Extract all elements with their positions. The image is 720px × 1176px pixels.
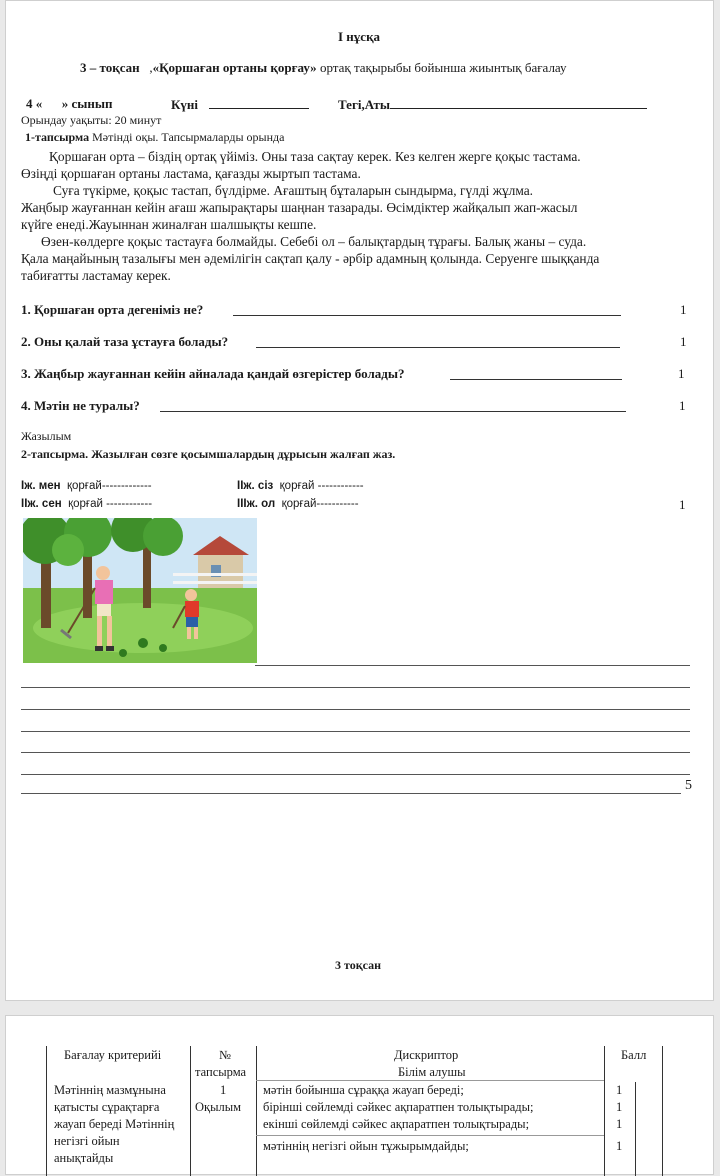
name-blank (390, 96, 647, 109)
task2-title: 2-тапсырма. Жазылған сөзге қосымшалардың дұрысын жалғап жаз. (21, 447, 396, 461)
assessment-topic: 3 – тоқсан ,«Қоршаған ортаны қорғау» ортақ тақырыбы бойынша жиынтық бағалау (80, 60, 567, 75)
class-field: 4 « » сынып (26, 96, 113, 111)
conjugation-item: ІІж. сіз қорғай ------------ (237, 480, 364, 492)
descriptor-row: бірінші сөйлемді сәйкес ақпаратпен толықтырады; (263, 1100, 534, 1114)
answer-line-3[interactable] (450, 379, 622, 380)
header-learner: Білім алушы (398, 1065, 466, 1079)
writing-line[interactable] (21, 793, 681, 794)
text-line: табиғатты ластамау керек. (21, 268, 171, 283)
table-border (256, 1135, 604, 1136)
table-border (662, 1046, 663, 1176)
header-task: тапсырма (195, 1065, 247, 1079)
descriptor-score: 1 (616, 1117, 623, 1131)
question-2-score: 1 (680, 334, 687, 349)
writing-line[interactable] (21, 731, 690, 732)
text-line: Өзен-көлдерге қоқыс тастауға болмайды. Себебі ол – балықтардың тұрағы. Балық жаны – суда. (41, 234, 587, 249)
table-border (604, 1046, 605, 1176)
task2-score: 1 (679, 497, 686, 512)
descriptor-score: 1 (616, 1083, 623, 1097)
question-4-score: 1 (679, 398, 686, 413)
table-border (46, 1046, 47, 1176)
question-2: 2. Оны қалай таза ұстауға болады? (21, 334, 229, 349)
criteria-line: қатысты сұрақтарға (54, 1100, 160, 1114)
task-name: Оқылым (195, 1100, 242, 1114)
text-line: Қала маңайының тазалығы мен әдемілігін сақтап қалу - әрбір адамның қолында. Серуенге шыққанда (21, 251, 600, 266)
writing-line[interactable] (255, 665, 690, 666)
criteria-line: негізгі ойын (54, 1134, 120, 1148)
date-blank (209, 96, 309, 109)
header-score: Балл (621, 1048, 647, 1062)
table-border (256, 1046, 257, 1176)
name-field: Тегі,Аты (338, 96, 647, 113)
criteria-line: Мәтіннің мазмұнына (54, 1083, 166, 1097)
conjugation-item: Іж. мен қорғай------------- (21, 480, 152, 492)
duration-text: Орындау уақыты: 20 минут (21, 113, 162, 127)
descriptor-row: екінші сөйлемді сәйкес ақпаратпен толықтырады; (263, 1117, 530, 1131)
text-line: Суға түкірме, қоқыс тастап, бүлдірме. Ағаштың бұталарын сындырма, гүлді жұлма. (53, 183, 534, 198)
date-field: Күні (171, 96, 309, 113)
descriptor-score: 1 (616, 1100, 623, 1114)
text-line: Өзіңді қоршаған ортаны ластама, қағазды жыртып тастама. (21, 166, 361, 181)
header-num: № (219, 1048, 231, 1062)
question-3-score: 1 (678, 366, 685, 381)
worksheet-page-1 (5, 0, 714, 1001)
conjugation-item: ІІІж. ол қорғай----------- (237, 498, 359, 510)
question-3: 3. Жаңбыр жауғаннан кейін айналада қандай өзгерістер болады? (21, 366, 405, 381)
writing-line[interactable] (21, 752, 690, 753)
text-line: күйге енеді.Жауыннан жиналған шалшықты кешпе. (21, 217, 317, 232)
page-footer: 3 тоқсан (335, 958, 382, 972)
answer-line-1[interactable] (233, 315, 621, 316)
writing-line[interactable] (21, 687, 690, 688)
writing-score: 5 (685, 778, 692, 793)
descriptor-row: мәтін бойынша сұраққа жауап береді; (263, 1083, 464, 1097)
reading-text (21, 148, 701, 284)
header-descriptor: Дискриптор (394, 1048, 459, 1062)
variant-title: I нұсқа (338, 29, 381, 44)
gardening-illustration-icon (23, 518, 257, 663)
question-1-score: 1 (680, 302, 687, 317)
question-1: 1. Қоршаған орта дегеніміз не? (21, 302, 204, 317)
writing-line[interactable] (21, 774, 690, 775)
task-number: 1 (220, 1083, 227, 1097)
conjugation-item: ІІж. сен қорғай ------------ (21, 498, 153, 510)
writing-line[interactable] (21, 709, 690, 710)
task1-title: 1-тапсырма Мәтінді оқы. Тапсырмаларды орында (25, 130, 285, 144)
text-line: Қоршаған орта – біздің ортақ үйіміз. Оны таза сақтау керек. Кез келген жерге қоқыс тастама. (49, 149, 581, 164)
worksheet-page-2 (5, 1015, 714, 1175)
table-border (190, 1046, 191, 1176)
answer-line-4[interactable] (160, 411, 626, 412)
writing-label: Жазылым (21, 429, 72, 443)
descriptor-row: мәтіннің негізгі ойын тұжырымдайды; (263, 1139, 469, 1153)
answer-line-2[interactable] (256, 347, 620, 348)
descriptor-score: 1 (616, 1139, 623, 1153)
text-line: Жаңбыр жауғаннан кейін ағаш жапырақтары шаңнан тазарады. Өсімдіктер жайқалып жап-жасыл (21, 200, 578, 215)
table-border (635, 1082, 636, 1176)
criteria-line: анықтайды (54, 1151, 114, 1165)
question-4: 4. Мәтін не туралы? (21, 398, 140, 413)
criteria-line: жауап береді Мәтіннің (54, 1117, 175, 1131)
header-criteria: Бағалау критерийі (64, 1048, 162, 1062)
